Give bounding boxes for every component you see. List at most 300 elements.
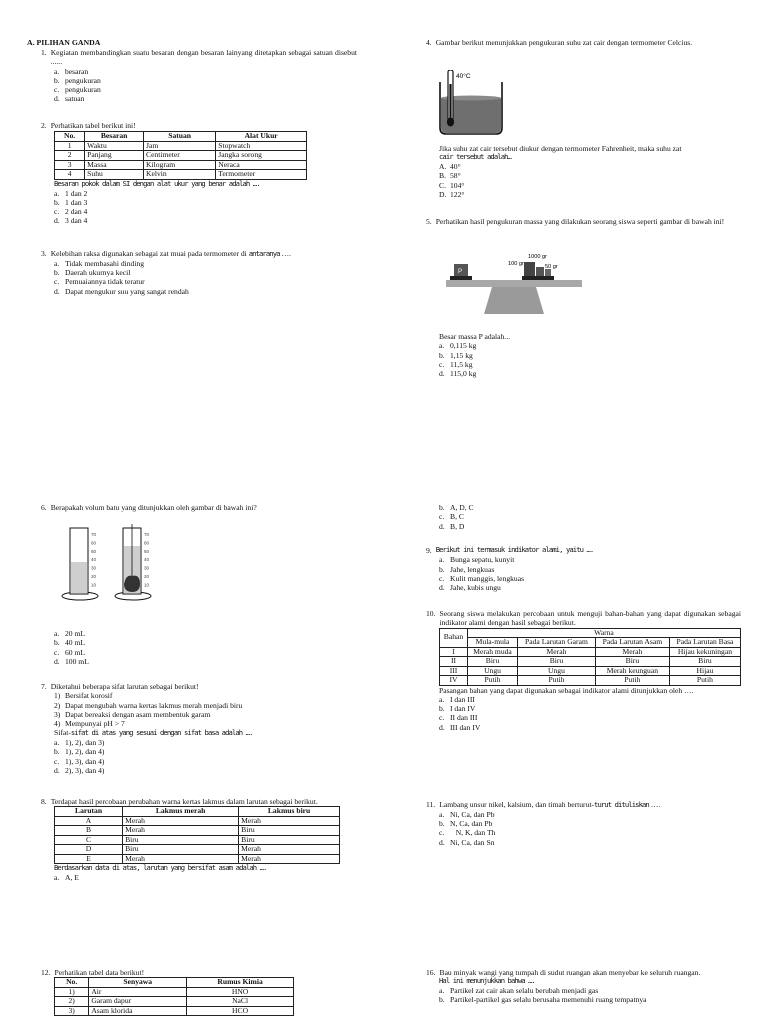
answer-option	[439, 704, 741, 713]
object-p-label: P	[458, 269, 463, 275]
table-cell: Pada Larutan Garam	[518, 638, 596, 648]
option-text: pengukuran	[65, 75, 101, 85]
compound-table	[54, 977, 294, 1016]
option-letter: c.	[439, 512, 445, 522]
table-cell: C	[55, 835, 123, 845]
option-letter: D.	[439, 189, 447, 199]
statement-item	[54, 710, 357, 719]
question-4	[426, 38, 741, 47]
option-letter: b.	[54, 197, 60, 207]
option-text: 2 dan 4	[65, 207, 88, 217]
answer-option	[54, 198, 357, 207]
option-letter: d.	[439, 369, 445, 378]
question-number: 10.	[426, 609, 436, 618]
question-6-options	[54, 629, 354, 666]
answer-option	[439, 583, 741, 592]
answer-option	[439, 838, 741, 847]
question-text: Perhatikan tabel data berikut!	[54, 968, 145, 977]
table-cell: Bahan	[440, 628, 468, 647]
table-cell: Merah	[518, 647, 596, 657]
weight-label-100: 100 gr	[508, 261, 524, 267]
table-row	[55, 1006, 294, 1016]
option-letter: a.	[439, 986, 445, 996]
answer-option	[439, 503, 739, 512]
answer-option	[439, 986, 741, 995]
answer-option	[54, 747, 357, 756]
table-cell: Jam	[144, 141, 216, 151]
table-cell: Biru	[518, 657, 596, 667]
option-letter: a.	[54, 258, 60, 268]
table-cell: Biru	[595, 657, 669, 667]
question-text: Berapakah volum batu yang ditunjukkan oleh gambar di bawah ini?	[50, 503, 257, 512]
table-cell: 2)	[55, 997, 89, 1007]
option-letter: b.	[54, 268, 60, 278]
table-cell: Merah	[123, 816, 239, 826]
question-stem: Pasangan bahan yang dapat digunakan sebagai indikator alami ditunjukkan oleh ….	[439, 685, 694, 695]
option-text: pengukuran	[65, 85, 101, 94]
option-text: Dapat mengubah warna kertas lakmus merah menjadi biru	[65, 700, 243, 710]
statement-item	[54, 691, 357, 700]
option-letter: c.	[54, 756, 60, 766]
answer-option	[54, 216, 357, 225]
options-list	[41, 259, 357, 296]
option-text: 1 dan 3	[65, 197, 88, 207]
question-stem: Besaran pokok dalam SI dengan alat ukur yang benar adalah ….	[54, 178, 260, 188]
option-text: 0,115 kg	[450, 341, 477, 351]
table-cell: D	[55, 845, 123, 855]
options-list	[439, 695, 741, 732]
question-number: 6.	[41, 503, 47, 512]
answer-option	[54, 638, 354, 647]
option-text: 100 mL	[65, 656, 89, 666]
table-cell: Ungu	[518, 666, 596, 676]
options-list	[439, 341, 741, 378]
table-cell: Panjang	[85, 151, 144, 161]
option-letter: A.	[439, 162, 447, 172]
answer-option	[54, 76, 357, 85]
question-stem: Hal ini menunjukkan bahwa ….	[439, 976, 535, 986]
table-cell: Putih	[468, 676, 518, 686]
table-row	[440, 657, 741, 667]
table-header-cell: No.	[55, 978, 89, 988]
option-text: 115,0 kg	[450, 369, 477, 378]
table-header-cell: Lakmus merah	[123, 807, 239, 817]
table-cell: Centimeter	[144, 151, 216, 161]
answer-option	[439, 360, 741, 369]
option-text: 1), 2), dan 4)	[65, 747, 105, 757]
question-number: 5.	[426, 217, 432, 226]
question-stem: Sifat-sifat di atas yang sesuai dengan sifat basa adalah ….	[54, 728, 253, 738]
table-cell: Biru	[123, 845, 239, 855]
question-text: Perhatikan hasil pengukuran massa yang dilakukan seorang siswa seperti gambar di bawah ini!	[435, 217, 725, 226]
answer-option	[439, 995, 741, 1004]
question-number: 3.	[41, 249, 47, 258]
answer-option	[54, 259, 357, 268]
option-text: 122°	[450, 189, 465, 199]
answer-option	[439, 695, 741, 704]
table-cell: Stopwatch	[216, 141, 307, 151]
option-letter: 1)	[54, 691, 61, 701]
option-letter: d.	[54, 216, 60, 226]
option-text: I dan IV	[450, 704, 476, 713]
option-letter: b.	[439, 995, 445, 1005]
question-stem: Berdasarkan data di atas, larutan yang bersifat asam adalah ….	[54, 863, 267, 873]
question-5-body	[439, 332, 741, 378]
table-row	[55, 835, 340, 845]
table-cell: II	[440, 657, 468, 667]
table-cell: 1)	[55, 987, 89, 997]
table-cell: I	[440, 647, 468, 657]
option-text: 1 dan 2	[65, 188, 88, 198]
option-text: N, Ca, dan Pb	[450, 819, 493, 829]
answer-option	[439, 713, 741, 722]
question-11	[426, 800, 741, 847]
option-letter: a.	[54, 66, 60, 76]
answer-option	[439, 351, 741, 360]
option-text: 1), 2), dan 3)	[65, 738, 105, 748]
answer-option	[439, 162, 741, 171]
options-list	[41, 738, 357, 775]
answer-option	[54, 738, 357, 747]
table-cell: Termometer	[216, 170, 307, 180]
option-text: 1), 3), dan 4)	[65, 756, 105, 766]
option-text: Pemuaiannya tidak teratur	[65, 277, 145, 287]
question-text: Terdapat hasil percobaan perubahan warna kertas lakmus dalam larutan sebagai berikut.	[50, 797, 318, 806]
table-cell: Warna	[468, 628, 741, 638]
option-text: 1,15 kg	[450, 350, 473, 360]
table-cell: B	[55, 826, 123, 836]
options-list	[54, 189, 357, 226]
option-letter: c.	[54, 647, 60, 657]
option-letter: d.	[54, 286, 60, 296]
question-9	[426, 546, 741, 592]
option-text: 11,5 kg	[450, 359, 473, 369]
options-list	[439, 162, 741, 199]
option-text: 3 dan 4	[65, 216, 88, 226]
table-row	[440, 676, 741, 686]
table-cell: Putih	[669, 676, 740, 686]
answer-option	[439, 181, 741, 190]
option-letter: b.	[439, 704, 445, 713]
table-cell: NaCl	[187, 997, 294, 1007]
option-letter: d.	[439, 521, 445, 531]
option-text: Daerah ukurnya kecil	[65, 268, 131, 278]
option-text: 2), 3), dan 4)	[65, 765, 105, 775]
table-row	[440, 647, 741, 657]
section-title: A. PILIHAN GANDA	[27, 38, 101, 47]
options-list	[54, 873, 357, 882]
answer-option	[439, 171, 741, 180]
option-letter: c.	[439, 713, 445, 723]
table-cell: Hijau	[669, 666, 740, 676]
table-cell: Mula-mula	[468, 638, 518, 648]
answer-option	[439, 369, 741, 378]
option-text: Dapat mengukur suu yang sangat rendah	[65, 286, 189, 296]
question-3	[41, 249, 357, 296]
options-list	[426, 810, 741, 847]
answer-option	[54, 85, 357, 94]
question-4-body	[439, 144, 741, 199]
option-text: B, C	[450, 512, 464, 522]
question-text: Bau minyak wangi yang tumpah di sudut ruangan akan menyebar ke seluruh ruangan.	[439, 968, 701, 977]
quantity-table	[54, 131, 307, 180]
option-letter: d.	[54, 94, 60, 104]
table-header-cell: Rumus Kimia	[187, 978, 294, 988]
table-cell: Merah keunguan	[595, 666, 669, 676]
weight-label-1000: 1000 gr	[528, 254, 547, 260]
thermometer-reading: 40°C	[456, 73, 471, 80]
options-list	[41, 67, 357, 104]
answer-option	[54, 268, 357, 277]
question-stem: Jika suhu zat cair tersebut diukur dengan termometer Fahrenheit, maka suhu zat	[439, 144, 682, 153]
measuring-cylinder-figure	[60, 522, 178, 606]
answer-option	[54, 287, 357, 296]
option-text: I dan III	[450, 694, 475, 704]
answer-option	[54, 207, 357, 216]
table-cell: 3	[55, 160, 85, 170]
question-8-continued	[439, 503, 739, 531]
question-stem: Besar massa P adalah...	[439, 332, 510, 341]
option-text: Partikel-partikel gas selalu berusaha memenuhi ruang tempatnya	[450, 995, 647, 1005]
table-header-cell: Satuan	[144, 132, 216, 142]
option-text: 20 mL	[65, 629, 86, 638]
option-letter: b.	[439, 819, 445, 829]
option-text: Jahe, kubis ungu	[450, 583, 501, 592]
option-text: II dan III	[450, 713, 478, 723]
table-cell: Merah muda	[468, 647, 518, 657]
table-cell: Biru	[123, 835, 239, 845]
option-text: besaran	[65, 66, 89, 76]
question-number: 1.	[41, 48, 47, 57]
option-letter: 2)	[54, 700, 61, 710]
statement-item	[54, 701, 357, 710]
table-cell: Kilogram	[144, 160, 216, 170]
option-text: Dapat bereaksi dengan asam membentuk garam	[65, 709, 211, 719]
option-text: A, D, C	[450, 503, 474, 512]
option-letter: c.	[54, 85, 60, 94]
options-list	[426, 555, 741, 592]
answer-option	[439, 574, 741, 583]
question-text: Diketahui beberapa sifat larutan sebagai berikut!	[50, 682, 199, 691]
table-cell: Asam klorida	[89, 1006, 187, 1016]
answer-option	[439, 810, 741, 819]
option-text: 40 mL	[65, 638, 86, 648]
table-header-cell: Besaran	[85, 132, 144, 142]
table-cell: Biru	[239, 835, 340, 845]
table-cell: Merah	[239, 816, 340, 826]
table-cell: Merah	[123, 854, 239, 864]
answer-option	[439, 190, 741, 199]
option-letter: d.	[439, 722, 445, 732]
option-letter: C.	[439, 180, 446, 190]
question-text: Kegiatan membandingkan suatu besaran dengan besaran lainyang ditetapkan sebagai satuan disebut ......	[50, 48, 357, 67]
answer-option	[54, 657, 354, 666]
option-text: III dan IV	[450, 722, 481, 732]
table-cell: E	[55, 854, 123, 864]
table-cell: 4	[55, 170, 85, 180]
option-letter: b.	[439, 503, 445, 512]
table-header-cell: No.	[55, 132, 85, 142]
option-letter: 4)	[54, 719, 61, 728]
answer-option	[54, 67, 357, 76]
question-number: 4.	[426, 38, 432, 47]
option-letter: c.	[54, 207, 60, 217]
option-text: Bunga sepatu, kunyit	[450, 555, 515, 565]
table-row	[55, 816, 340, 826]
option-letter: a.	[54, 738, 60, 748]
table-cell: HNO	[187, 987, 294, 997]
answer-option	[439, 512, 739, 521]
table-row	[55, 151, 307, 161]
option-text: 104°	[450, 180, 465, 190]
weight-label-50: 50 gr	[545, 264, 558, 270]
option-letter: b.	[54, 75, 60, 85]
option-text: Ni, Ca, dan Sn	[450, 837, 495, 847]
answer-option	[54, 873, 357, 882]
option-text: Bersifat korosif	[65, 691, 113, 701]
option-letter: 3)	[54, 709, 61, 719]
table-cell: IV	[440, 676, 468, 686]
table-cell: Merah	[239, 845, 340, 855]
table-cell: Hijau kekuningan	[669, 647, 740, 657]
answer-option	[439, 723, 741, 732]
question-text: Gambar berikut menunjukkan pengukuran suhu zat cair dengan termometer Celcius.	[435, 38, 693, 47]
table-cell: Biru	[669, 657, 740, 667]
option-letter: b.	[439, 350, 445, 360]
option-text: 40°	[450, 162, 461, 172]
table-row	[55, 845, 340, 855]
option-letter: a.	[54, 873, 60, 883]
option-letter: a.	[54, 629, 60, 638]
table-cell: Merah	[595, 647, 669, 657]
table-header-cell: Larutan	[55, 807, 123, 817]
option-letter: d.	[54, 765, 60, 775]
question-number: 16.	[426, 968, 436, 977]
table-cell: Putih	[518, 676, 596, 686]
option-letter: a.	[439, 555, 445, 565]
table-cell: Ungu	[468, 666, 518, 676]
option-text: Kulit manggis, lengkuas	[450, 573, 525, 583]
table-cell: Merah	[239, 854, 340, 864]
question-1	[41, 48, 357, 104]
option-letter: a.	[439, 694, 445, 704]
option-letter: b.	[54, 638, 60, 648]
option-letter: d.	[54, 656, 60, 666]
answer-option	[439, 522, 739, 531]
answer-option	[54, 766, 357, 775]
table-row	[55, 826, 340, 836]
answer-option	[54, 629, 354, 638]
balance-figure	[444, 250, 584, 316]
answer-option	[439, 819, 741, 828]
table-cell: Pada Larutan Basa	[669, 638, 740, 648]
table-cell: Biru	[239, 826, 340, 836]
options-list	[426, 986, 741, 1005]
question-2	[41, 121, 357, 226]
answer-option	[439, 555, 741, 564]
question-text: Perhatikan tabel berikut ini!	[50, 121, 136, 130]
question-12	[41, 968, 357, 1016]
option-letter: d.	[439, 583, 445, 592]
question-10	[426, 609, 741, 732]
table-cell: 2	[55, 151, 85, 161]
table-cell: Massa	[85, 160, 144, 170]
answer-option	[54, 189, 357, 198]
option-letter: c.	[439, 573, 445, 583]
question-number: 12.	[41, 968, 51, 977]
option-text: Partikel zat cair akan selalu berubah menjadi gas	[450, 986, 599, 996]
table-cell: Kelvin	[144, 170, 216, 180]
question-number: 11.	[426, 800, 436, 809]
option-text: 58°	[450, 171, 461, 181]
table-cell: Pada Larutan Asam	[595, 638, 669, 648]
option-letter: a.	[439, 341, 445, 351]
option-text: 60 mL	[65, 647, 86, 657]
question-stem-2: cair tersebut adalah…	[439, 152, 511, 162]
question-7	[41, 682, 357, 775]
option-letter: c.	[439, 828, 445, 838]
option-text: Mempunyai pH > 7	[65, 719, 125, 728]
question-text: Berikut ini termasuk indikator alami, yaitu ….	[435, 545, 594, 554]
option-letter: c.	[54, 277, 60, 287]
beaker-thermometer-figure	[436, 70, 508, 136]
answer-option	[54, 94, 357, 103]
statement-list	[41, 691, 357, 728]
cylinder-scale: 70 60 50 40 30 20 10	[91, 532, 97, 588]
option-text: N, K, dan Th	[450, 828, 496, 838]
table-cell: HCO	[187, 1006, 294, 1016]
statement-item	[54, 719, 357, 728]
answer-option	[54, 757, 357, 766]
table-cell: Waktu	[85, 141, 144, 151]
question-text: Lambang unsur nikel, kalsium, dan timah berturut-turut dituliskan ….	[439, 800, 661, 809]
table-cell: Air	[89, 987, 187, 997]
option-letter: b.	[439, 564, 445, 574]
cylinder-scale: 70 60 50 40 30 20 10	[144, 532, 150, 588]
option-text: B, D	[450, 521, 465, 531]
option-text: satuan	[65, 94, 85, 104]
question-number: 8.	[41, 797, 47, 806]
question-6	[41, 503, 357, 512]
answer-option	[54, 277, 357, 286]
option-letter: B.	[439, 171, 446, 181]
table-cell: A	[55, 816, 123, 826]
option-text: A, E	[65, 873, 79, 883]
table-cell: 3)	[55, 1006, 89, 1016]
litmus-table	[54, 806, 340, 864]
table-cell: Merah	[123, 826, 239, 836]
question-8	[41, 797, 357, 882]
option-text: Tidak membasahi dinding	[65, 258, 145, 268]
table-row	[55, 997, 294, 1007]
table-header-cell: Senyawa	[89, 978, 187, 988]
table-row	[55, 170, 307, 180]
question-text: Kelebihan raksa digunakan sebagai zat muai pada termometer di antaranya ….	[50, 249, 291, 258]
option-text: Ni, Ca, dan Pb	[450, 809, 495, 819]
option-letter: c.	[439, 359, 445, 369]
table-header-cell: Lakmus biru	[239, 807, 340, 817]
table-cell: Putih	[595, 676, 669, 686]
option-letter: d.	[439, 837, 445, 847]
option-letter: a.	[439, 809, 445, 819]
option-letter: b.	[54, 747, 60, 757]
question-number: 2.	[41, 121, 47, 130]
answer-option	[54, 648, 354, 657]
question-text: Seorang siswa melakukan percobaan untuk menguji bahan-bahan yang dapat digunakan sebagai indikator alami dengan hasil sebagai berikut.	[439, 609, 741, 628]
table-cell: Garam dapur	[89, 997, 187, 1007]
question-number: 9.	[426, 546, 432, 555]
indicator-table	[439, 628, 741, 686]
